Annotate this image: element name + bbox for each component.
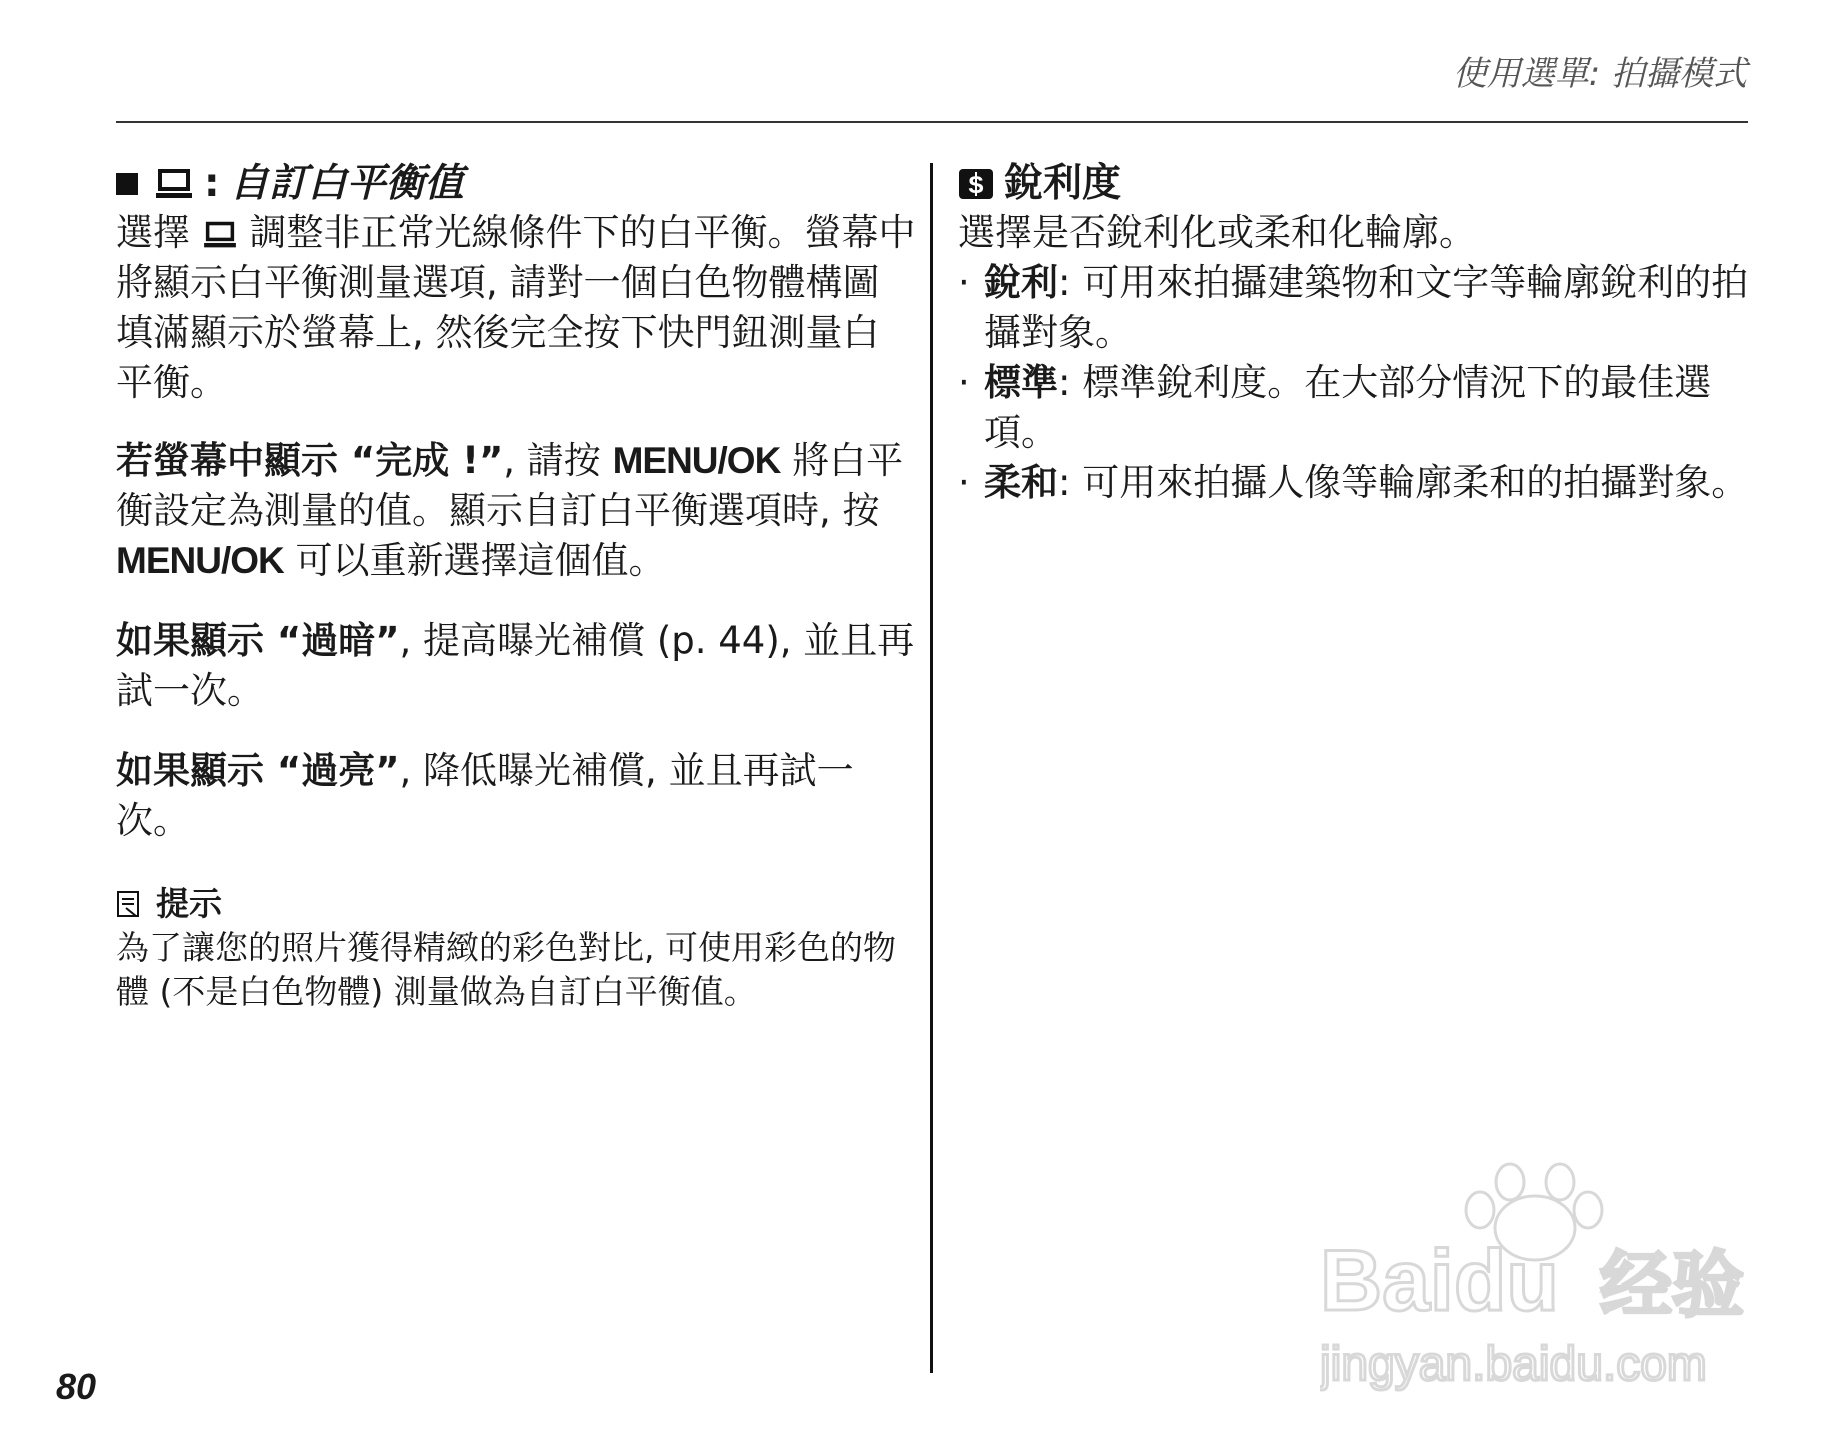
bullet-text: : 可用來拍攝建築物和文字等輪廓銳利的拍攝對象。 — [984, 261, 1749, 354]
custom-wb-intro — [116, 208, 916, 408]
hint-memo-icon — [116, 890, 142, 918]
list-item-soft — [958, 458, 1758, 508]
baidu-watermark-logo — [1320, 1160, 1760, 1400]
watermark-url: jingyan.baidu.com — [1320, 1338, 1707, 1391]
list-item-sharp — [958, 258, 1758, 358]
sharpness-title: 銳利度 — [1004, 161, 1122, 206]
bullet-term: 標準 — [984, 361, 1058, 404]
hint-title: 提示 — [156, 884, 222, 923]
hint-text: 為了讓您的照片獲得精緻的彩色對比, 可使用彩色的物體 (不是白色物體) 測量做為自訂白平衡值。 — [116, 928, 896, 1011]
intro-body-text: 調整非正常光線條件下的白平衡。螢幕中將顯示白平衡測量選項, 請對一個白色物體構圖填滿顯示於螢幕上, 然後完全按下快門鈕測量白平衡。 — [116, 211, 916, 404]
too-bright-bold-text: 如果顯示 “過亮” — [116, 749, 400, 792]
sharpness-intro: 選擇是否銳利化或柔和化輪廓。 — [958, 211, 1476, 254]
too-bright-text: , 降低曝光補償, 並且再試一次。 — [116, 749, 854, 842]
bullet-dot: · — [958, 261, 970, 304]
completed-text-c: 可以重新選擇這個值。 — [295, 539, 666, 582]
completed-bold-text: 若螢幕中顯示 “完成 !” — [116, 439, 504, 482]
column-divider — [930, 163, 933, 1373]
sharpness-heading — [958, 160, 1758, 208]
intro-select-text: 選擇 — [116, 211, 190, 254]
right-column — [958, 160, 1758, 508]
menu-ok-label-2: MENU/OK — [116, 540, 284, 581]
sharpness-icon — [958, 167, 994, 201]
too-dark-bold-text: 如果顯示 “過暗” — [116, 619, 400, 662]
custom-wb-title: 自訂白平衡值 — [229, 161, 464, 206]
bullet-text: : 標準銳利度。在大部分情況下的最佳選項。 — [984, 361, 1712, 454]
watermark-suffix: 经验 — [1600, 1246, 1745, 1326]
hint-heading — [116, 882, 916, 926]
page-header-title: 使用選單: 拍攝模式 — [1452, 54, 1747, 94]
square-bullet-icon — [116, 173, 138, 195]
bullet-dot: · — [958, 361, 970, 404]
completed-paragraph — [116, 436, 916, 586]
menu-ok-label: MENU/OK — [612, 440, 781, 481]
header-rule — [116, 121, 1748, 123]
too-bright-paragraph — [116, 746, 916, 846]
list-item-standard — [958, 358, 1758, 458]
watermark-brand: Baidu — [1320, 1233, 1559, 1329]
bullet-dot: · — [958, 461, 970, 504]
bullet-text: : 可用來拍攝人像等輪廓柔和的拍攝對象。 — [1058, 461, 1749, 504]
left-column — [116, 160, 916, 1014]
bullet-term: 柔和 — [984, 461, 1058, 504]
custom-wb-inline-icon — [202, 220, 238, 250]
custom-wb-icon — [154, 167, 194, 201]
bullet-term: 銳利 — [984, 261, 1058, 304]
too-dark-paragraph — [116, 616, 916, 716]
custom-wb-heading — [116, 160, 916, 208]
title-colon: : — [204, 161, 220, 206]
too-dark-text: , 提高曝光補償 (p. 44), 並且再試一次。 — [116, 619, 915, 712]
completed-text-a: , 請按 — [503, 439, 601, 482]
svg-text:S: S — [967, 172, 985, 199]
completed-text-b: 將白平衡設定為測量的值。顯示自訂白平衡選項時, 按 — [116, 439, 904, 532]
page-number: 80 — [56, 1366, 97, 1407]
